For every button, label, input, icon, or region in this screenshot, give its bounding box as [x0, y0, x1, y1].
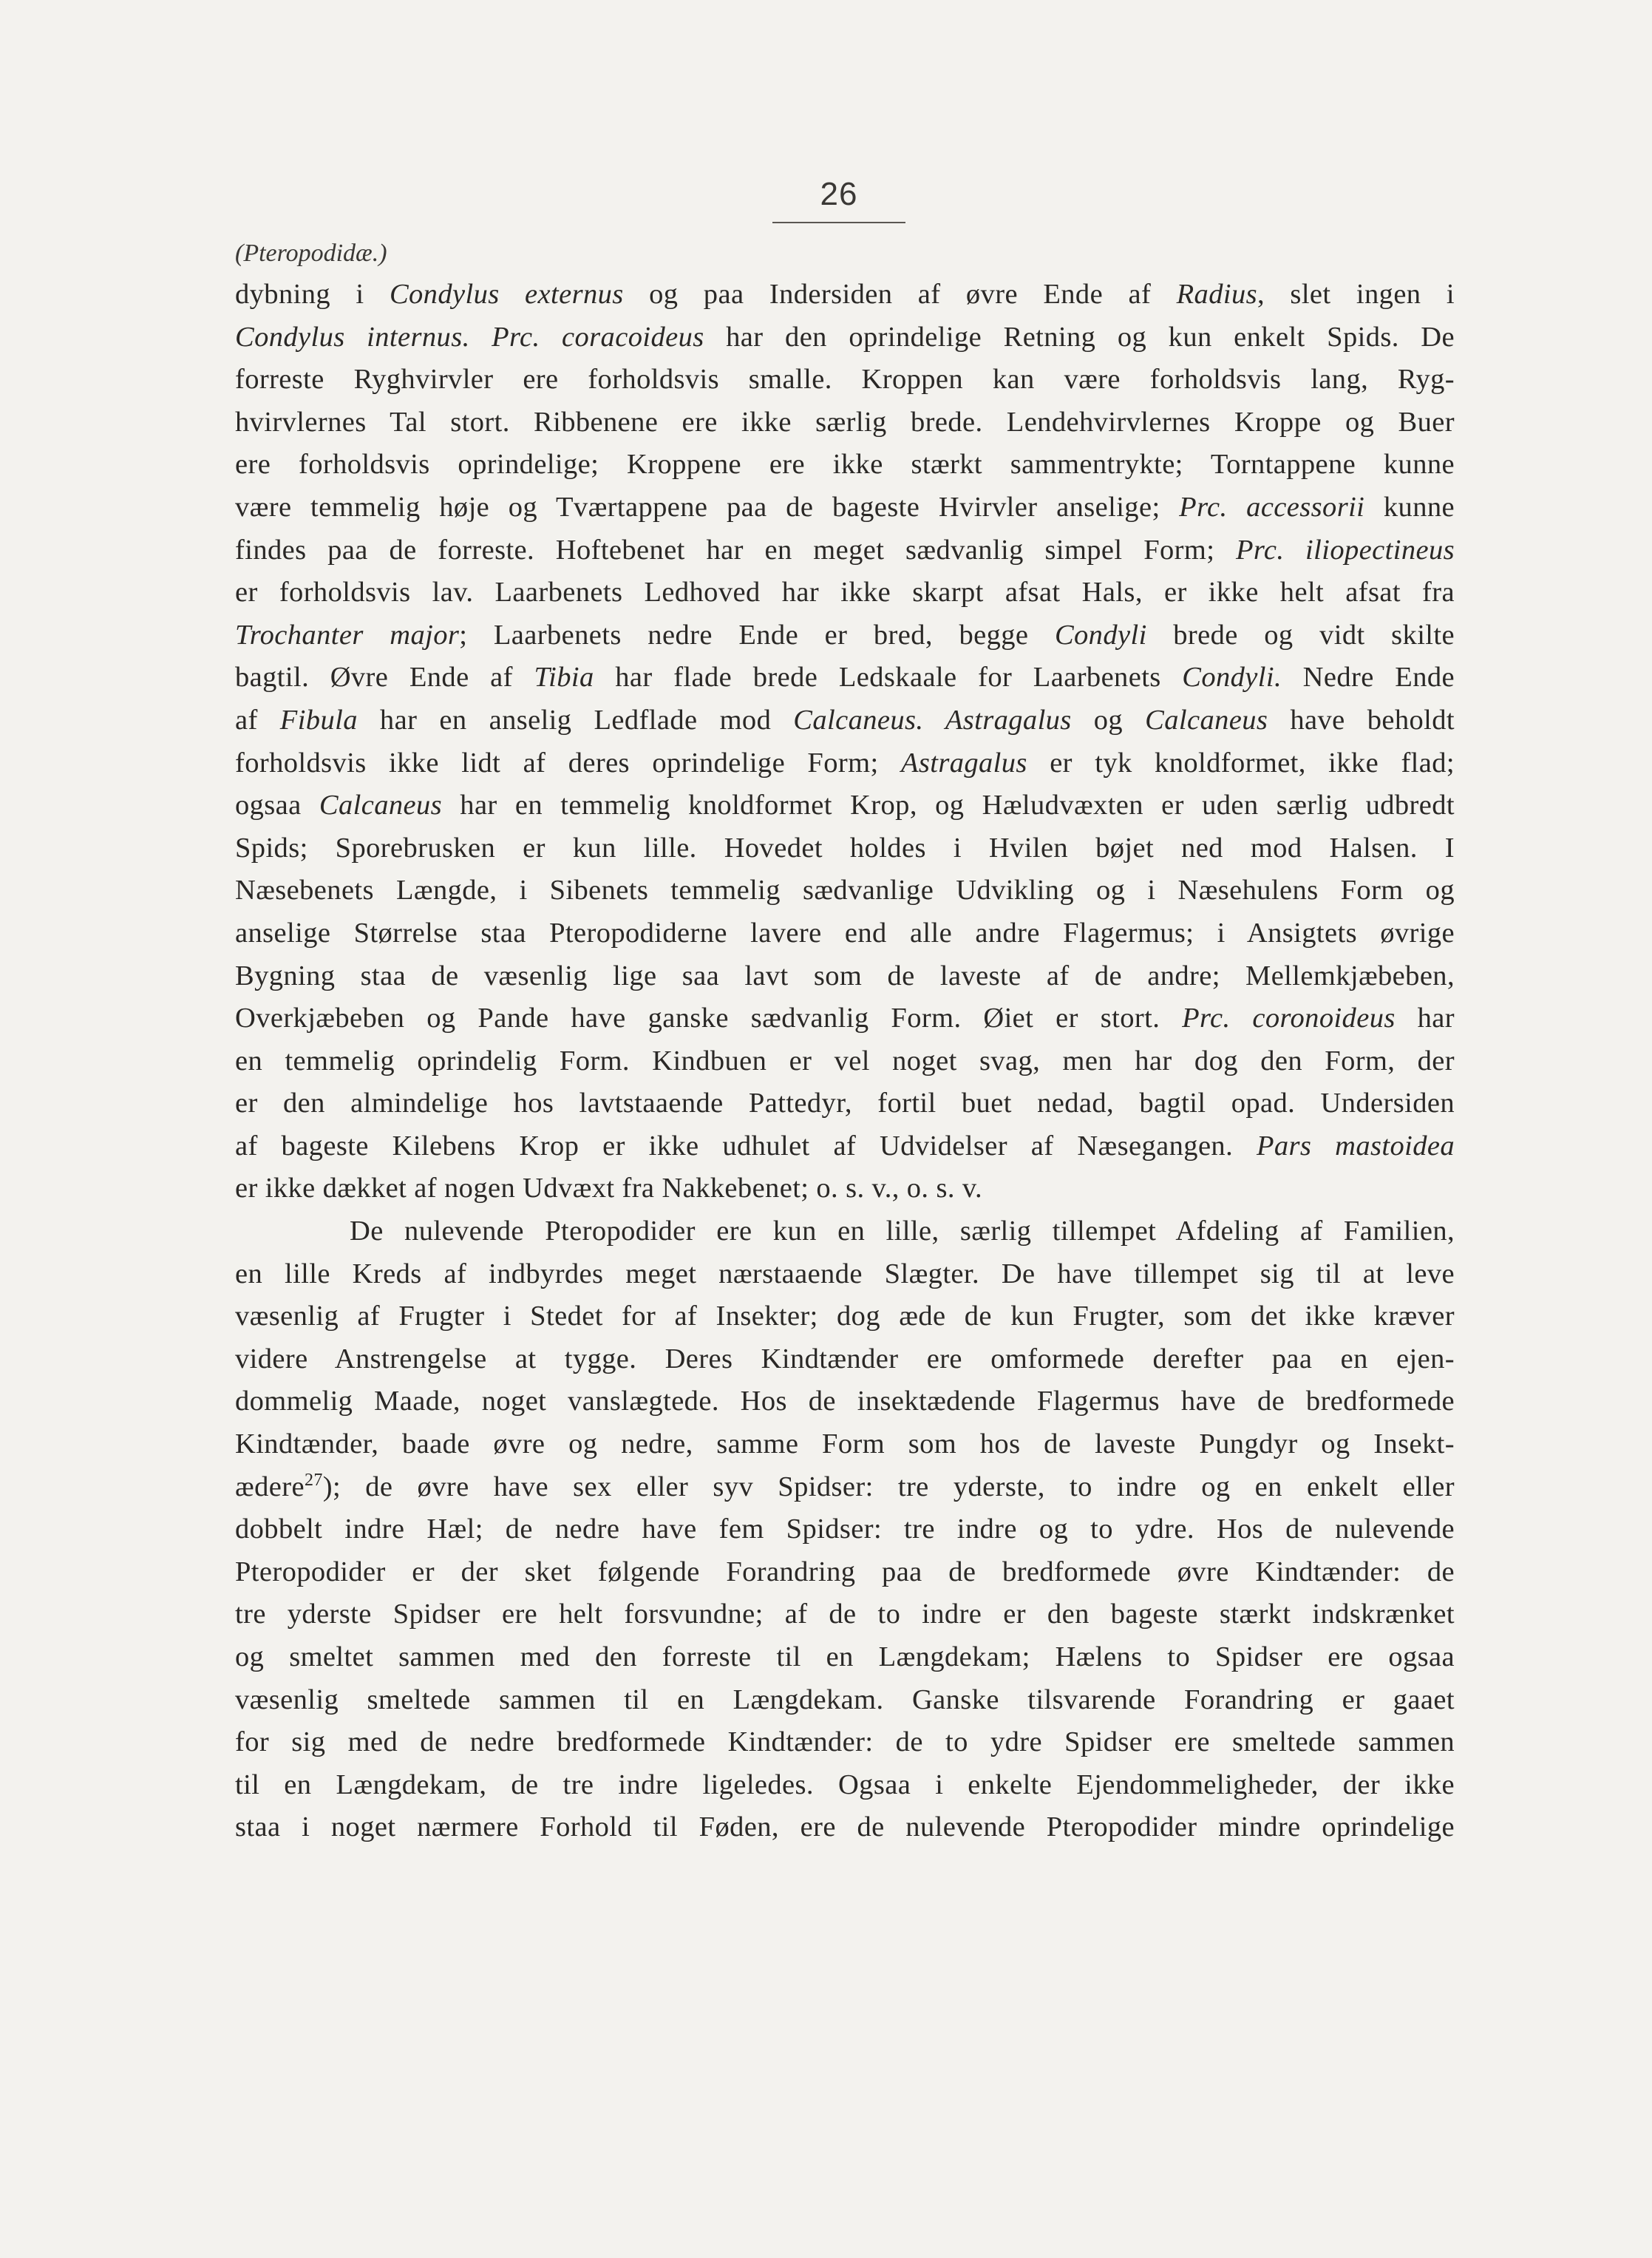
text-line	[235, 1721, 1455, 1764]
text-line	[235, 1167, 1455, 1210]
text-line	[235, 742, 1455, 785]
running-head: (Pteropodidæ.)	[235, 240, 387, 267]
text-segment: findes paa de forreste. Hoftebenet har en meget sædvanlig simpel Form;	[235, 534, 1236, 566]
text-line	[235, 827, 1455, 870]
text-line	[235, 486, 1455, 529]
text-segment: dybning i	[235, 279, 390, 310]
text-segment: har en anselig Ledflade mod	[357, 704, 794, 736]
text-line	[235, 1593, 1455, 1636]
text-line	[235, 657, 1455, 699]
text-segment: til en Længdekam, de tre indre ligeledes. Ogsaa i enkelte Ejendommeligheder, der ikke	[235, 1769, 1455, 1800]
text-line	[235, 1806, 1455, 1849]
text-line	[235, 1210, 1455, 1253]
text-segment: ogsaa	[235, 790, 319, 821]
text-segment: er tyk knoldformet, ikke flad;	[1027, 747, 1455, 779]
text-segment: Kindtænder, baade øvre og nedre, samme Form som hos de laveste Pungdyr og Insekt-	[235, 1428, 1455, 1460]
text-segment: er ikke dækket af nogen Udvæxt fra Nakkebenet; o. s. v., o. s. v.	[235, 1173, 983, 1204]
text-line	[235, 572, 1455, 614]
text-segment: for sig med de nedre bredformede Kindtænder: de to ydre Spidser ere smeltede sammen	[235, 1726, 1455, 1758]
text-segment: Nedre Ende	[1282, 662, 1455, 694]
text-line	[235, 1764, 1455, 1807]
italic-term: Prc. coronoideus	[1182, 1003, 1396, 1034]
page-number: 26	[820, 176, 858, 212]
italic-term: Prc. iliopectineus	[1236, 534, 1455, 566]
text-segment: væsenlig smeltede sammen til en Længdekam. Ganske tilsvarende Forandring er gaaet	[235, 1684, 1455, 1715]
text-segment: af bageste Kilebens Krop er ikke udhulet af Udvidelser af Næsegangen.	[235, 1130, 1257, 1162]
text-line	[235, 1380, 1455, 1423]
text-line	[235, 1253, 1455, 1296]
text-line	[235, 614, 1455, 657]
italic-term: Tibia	[534, 662, 594, 694]
text-segment: brede og vidt skilte	[1146, 619, 1455, 651]
text-line	[235, 316, 1455, 359]
italic-term: Calcaneus. Astragalus	[793, 704, 1072, 736]
text-segment: forholdsvis ikke lidt af deres oprindelige Form;	[235, 747, 901, 779]
text-segment: Overkjæbeben og Pande have ganske sædvanlig Form. Øiet er stort.	[235, 1003, 1183, 1034]
text-line	[235, 1082, 1455, 1125]
text-segment: har	[1395, 1003, 1455, 1034]
text-segment: har den oprindelige Retning og kun enkelt Spids. De	[704, 321, 1455, 353]
italic-term: Prc. accessorii	[1179, 491, 1365, 523]
text-segment: er den almindelige hos lavtstaaende Pattedyr, fortil buet nedad, bagtil opad. Undersiden	[235, 1088, 1455, 1119]
text-line	[235, 1423, 1455, 1466]
text-segment: Pteropodider er der sket følgende Forandring paa de bredformede øvre Kindtænder: de	[235, 1556, 1455, 1587]
body-text	[235, 274, 1455, 1849]
text-segment: en lille Kreds af indbyrdes meget nærstaaende Slægter. De have tillempet sig til at leve	[235, 1258, 1455, 1289]
text-segment: staa i noget nærmere Forhold til Føden, ere de nulevende Pteropodider mindre oprindelige	[235, 1811, 1455, 1843]
text-line	[235, 1295, 1455, 1338]
text-segment: Næsebenets Længde, i Sibenets temmelig sædvanlige Udvikling og i Næsehulens Form og	[235, 875, 1455, 906]
text-line	[235, 274, 1455, 316]
italic-term: Pars mastoidea	[1256, 1130, 1455, 1162]
italic-term: Condyli	[1054, 619, 1147, 651]
italic-term: Condylus internus. Prc. coracoideus	[235, 321, 704, 353]
text-segment: have beholdt	[1268, 704, 1455, 736]
text-segment: De nulevende Pteropodider ere kun en lille, særlig tillempet Afdeling af Familien,	[350, 1216, 1455, 1247]
text-segment: hvirvlernes Tal stort. Ribbenene ere ikke særlig brede. Lendehvirvlernes Kroppe og Buer	[235, 406, 1455, 438]
text-segment: ædere	[235, 1471, 305, 1502]
text-segment: ); de øvre have sex eller syv Spidser: tre yderste, to indre og en enkelt eller	[322, 1471, 1455, 1502]
text-line	[235, 359, 1455, 401]
text-line	[235, 699, 1455, 742]
text-line	[235, 1636, 1455, 1679]
text-segment: af	[235, 704, 280, 736]
text-line	[235, 401, 1455, 444]
text-segment: anselige Størrelse staa Pteropodiderne lavere end alle andre Flagermus; i Ansigtets øvrige	[235, 917, 1455, 949]
italic-term: Condyli.	[1182, 662, 1282, 694]
text-segment: tre yderste Spidser ere helt forsvundne; af de to indre er den bageste stærkt indskrænket	[235, 1598, 1455, 1630]
text-line	[235, 1508, 1455, 1551]
text-line	[235, 1466, 1455, 1509]
italic-term: Trochanter major	[235, 619, 460, 651]
text-segment: ere forholdsvis oprindelige; Kroppene ere ikke stærkt sammentrykte; Torntappene kunne	[235, 449, 1455, 481]
text-segment: væsenlig af Frugter i Stedet for af Insekter; dog æde de kun Frugter, som det ikke kræver	[235, 1301, 1455, 1332]
text-segment: dommelig Maade, noget vanslægtede. Hos de insektædende Flagermus have de bredformede	[235, 1386, 1455, 1417]
text-line	[235, 784, 1455, 827]
text-segment: har flade brede Ledskaale for Laarbenets	[594, 662, 1183, 694]
text-line	[235, 997, 1455, 1040]
italic-term: Condylus externus	[389, 279, 624, 310]
text-segment: har en temmelig knoldformet Krop, og Hæludvæxten er uden særlig udbredt	[442, 790, 1455, 821]
text-line	[235, 529, 1455, 572]
footnote-reference: 27	[304, 1470, 323, 1490]
text-line	[235, 1040, 1455, 1083]
text-line	[235, 1679, 1455, 1722]
text-segment: dobbelt indre Hæl; de nedre have fem Spidser: tre indre og to ydre. Hos de nulevende	[235, 1513, 1455, 1545]
text-line	[235, 869, 1455, 912]
text-segment: , slet ingen i	[1257, 279, 1455, 310]
text-line	[235, 1551, 1455, 1594]
text-segment: en temmelig oprindelig Form. Kindbuen er vel noget svag, men har dog den Form, der	[235, 1045, 1455, 1077]
text-segment: og	[1071, 704, 1146, 736]
text-segment: ; Laarbenets nedre Ende er bred, begge	[459, 619, 1055, 651]
text-line	[235, 1125, 1455, 1168]
italic-term: Radius	[1176, 279, 1257, 310]
italic-term: Calcaneus	[319, 790, 443, 821]
text-segment: Spids; Sporebrusken er kun lille. Hovedet holdes i Hvilen bøjet ned mod Halsen. I	[235, 832, 1455, 864]
header-rule	[772, 222, 905, 223]
text-line	[235, 1338, 1455, 1381]
text-segment: Bygning staa de væsenlig lige saa lavt som de laveste af de andre; Mellemkjæbeben,	[235, 960, 1455, 991]
text-segment: og paa Indersiden af øvre Ende af	[623, 279, 1177, 310]
text-segment: bagtil. Øvre Ende af	[235, 662, 534, 694]
text-line	[235, 912, 1455, 955]
text-segment: forreste Ryghvirvler ere forholdsvis smalle. Kroppen kan være forholdsvis lang, Ryg-	[235, 364, 1455, 396]
text-line	[235, 955, 1455, 998]
text-line	[235, 444, 1455, 486]
text-segment: og smeltet sammen med den forreste til en Længdekam; Hælens to Spidser ere ogsaa	[235, 1641, 1455, 1672]
text-segment: kunne	[1364, 491, 1455, 523]
italic-term: Fibula	[279, 704, 358, 736]
text-segment: videre Anstrengelse at tygge. Deres Kindtænder ere omformede derefter paa en ejen-	[235, 1343, 1455, 1374]
text-segment: være temmelig høje og Tværtappene paa de bageste Hvirvler anselige;	[235, 491, 1180, 523]
italic-term: Astragalus	[900, 747, 1027, 779]
italic-term: Calcaneus	[1145, 704, 1268, 736]
text-segment: er forholdsvis lav. Laarbenets Ledhoved har ikke skarpt afsat Hals, er ikke helt afsat fra	[235, 577, 1455, 608]
